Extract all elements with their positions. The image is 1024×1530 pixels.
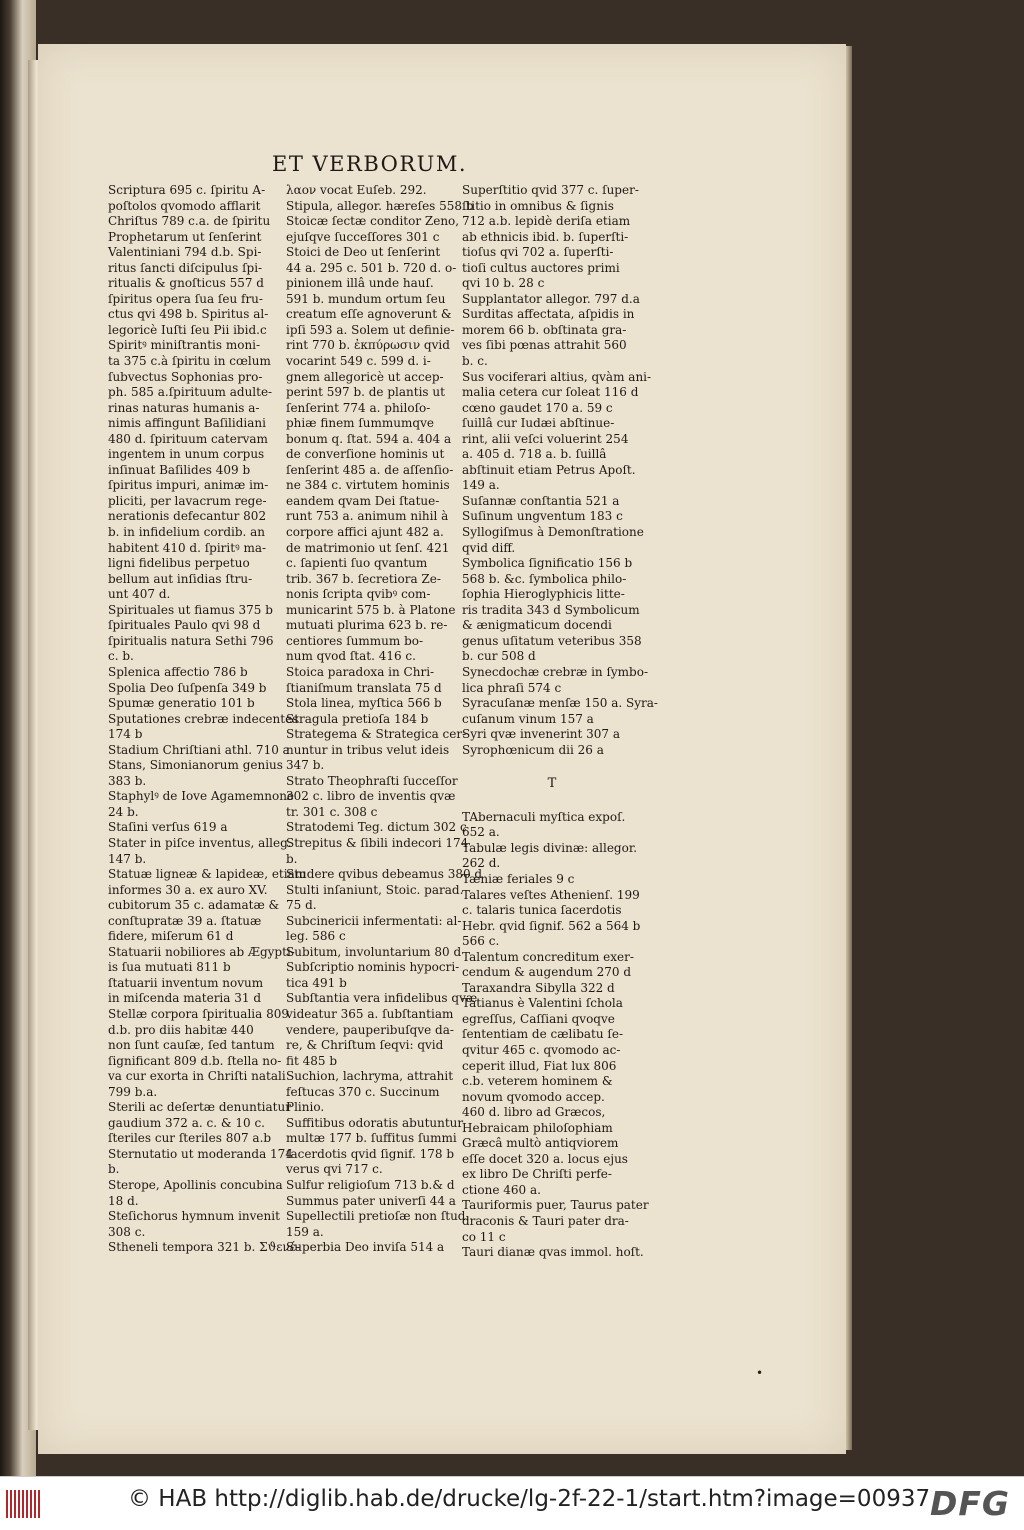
index-entry-line: 591 b. mundum ortum ſeu <box>286 291 446 306</box>
index-entry-line: trib. 367 b. ſecretiora Ze- <box>286 571 441 586</box>
index-entry-line: Strato Theophraſti ſucceſſor <box>286 773 458 788</box>
index-entry-line: eandem qvam Dei ſtatue- <box>286 493 440 508</box>
index-entry-line: phiæ finem ſummumqve <box>286 416 434 431</box>
index-entry-line: 652 a. <box>462 825 500 840</box>
index-entry-line: tioſi cultus auctores primi <box>462 260 620 275</box>
index-entry-line: pliciti, per lavacrum rege- <box>108 493 267 508</box>
index-entry-line: 149 a. <box>462 478 500 493</box>
index-entry-line: nerationis defecantur 802 <box>108 509 267 524</box>
index-entry-line: Syri qvæ invenerint 307 a <box>462 727 621 742</box>
index-entry-line: Valentiniani 794 d.b. Spi- <box>108 245 262 260</box>
index-entry-line: Superſtitio qvid 377 c. ſuper- <box>462 183 639 197</box>
index-entry-line: ſacerdotis qvid ſignif. 178 b <box>286 1146 455 1161</box>
index-entry-line: vendere, pauperibuſqve da- <box>286 1022 454 1037</box>
index-entry-line: Stratodemi Teg. dictum 302 c <box>286 820 467 835</box>
index-entry-line: Syllogiſmus à Demonſtratione <box>462 525 644 540</box>
index-entry-line: Summus pater univerſi 44 a <box>286 1193 456 1208</box>
index-entry-line: d.b. pro diis habitæ 440 <box>108 1022 254 1037</box>
index-entry-line: ſenſerint 774 a. philoſo- <box>286 400 431 415</box>
index-entry-line: egreſſus, Caſſiani qvoqve <box>462 1011 615 1026</box>
index-entry-line: cubitorum 35 c. adamatæ & <box>108 898 280 913</box>
dfg-logo[interactable]: DFG <box>930 1484 1011 1523</box>
index-entry-line: ſpiritus impuri, animæ im- <box>108 478 269 493</box>
index-entry-line: Sterope, Apollinis concubina <box>108 1178 283 1192</box>
index-entry-line: Sterili ac deſertæ denuntiatur <box>108 1100 291 1115</box>
index-entry-line: informes 30 a. ex auro XV. <box>108 882 268 897</box>
index-entry-line: Stans, Simonianorum genius <box>108 758 283 773</box>
index-entry-line: Stoici de Deo ut ſenſerint <box>286 245 441 260</box>
copyright-url[interactable]: © HAB http://diglib.hab.de/drucke/lg-2f-22-1/start.htm?image=00937 <box>128 1486 931 1512</box>
index-column-3 <box>462 183 658 1261</box>
index-entry-line: ritualis & gnoſticus 557 d <box>108 276 264 291</box>
index-entry-line: b. in infidelium cordib. an <box>108 525 266 540</box>
index-entry-line: rint 770 b. ἐκπύρωσιν qvid <box>286 338 450 353</box>
index-entry-line: de converſione hominis ut <box>286 447 445 462</box>
index-entry-line: in miſcenda materia 31 d <box>108 991 262 1006</box>
index-entry-line: Sulfur religioſum 713 b.& d <box>286 1178 455 1192</box>
index-entry-line: c. b. <box>108 649 134 664</box>
index-entry-line: λαον vocat Euſeb. 292. <box>286 183 427 197</box>
index-entry-line: 24 b. <box>108 804 139 819</box>
index-entry-line: inſinuat Baſilides 409 b <box>108 462 251 477</box>
index-column-3-s-entries <box>462 183 658 758</box>
index-entry-line: Tæniæ feriales 9 c <box>462 871 575 886</box>
index-entry-line: & ænigmaticum docendi <box>462 618 612 633</box>
index-entry-line: ſpiritualis natura Sethi 796 <box>108 633 274 648</box>
index-entry-line: Supplantator allegor. 797 d.a <box>462 291 640 306</box>
index-entry-line: draconis & Tauri pater dra- <box>462 1214 629 1228</box>
index-entry-line: Statuæ ligneæ & lapideæ, etiam <box>108 867 307 882</box>
index-entry-line: ſophia Hieroglyphicis litte- <box>462 587 625 602</box>
index-entry-line: Symbolica ſignificatio 156 b <box>462 556 633 571</box>
index-entry-line: Stoica paradoxa in Chri- <box>286 664 435 679</box>
index-entry-line: corpore affici ajunt 482 a. <box>286 525 444 540</box>
index-entry-line: 147 b. <box>108 851 147 866</box>
index-entry-line: b. cur 508 d <box>462 649 536 664</box>
index-entry-line: re, & Chriſtum ſeqvi: qvid <box>286 1038 444 1053</box>
index-entry-line: ta 375 c.à ſpiritu in cœlum <box>108 354 271 369</box>
index-entry-line: Subitum, involuntarium 80 d <box>286 944 462 959</box>
index-entry-line: mutuati plurima 623 b. re- <box>286 618 448 633</box>
index-entry-line: ſpiritus opera ſua ſeu fru- <box>108 291 263 306</box>
index-entry-line: creatum eſſe agnoverunt & <box>286 307 452 322</box>
index-entry-line: va cur exorta in Chriſti natali <box>108 1069 286 1084</box>
index-entry-line: a. 405 d. 718 a. b. ſuillâ <box>462 447 607 462</box>
index-entry-line: non ſunt cauſæ, ſed tantum <box>108 1038 275 1053</box>
index-entry-line: Strepitus & ſibili indecori 174 <box>286 835 469 850</box>
index-entry-line: Talares veſtes Athenienſ. 199 <box>462 887 640 902</box>
index-entry-line: abſtinuit etiam Petrus Apoſt. <box>462 462 636 477</box>
index-entry-line: Stragula pretioſa 184 b <box>286 711 429 726</box>
index-entry-line: c. ſapienti ſuo qvantum <box>286 556 428 571</box>
index-entry-line: rint, alii veſci voluerint 254 <box>462 431 629 446</box>
index-entry-line: Tauriformis puer, Taurus pater <box>462 1198 649 1213</box>
index-entry-line: Suſannæ conſtantia 521 a <box>462 493 620 508</box>
index-entry-line: 347 b. <box>286 758 325 773</box>
index-entry-line: Spumæ generatio 101 b <box>108 696 255 711</box>
index-entry-line: Subcinericii infermentati: al- <box>286 913 462 928</box>
index-entry-line: Strategema & Strategica cer- <box>286 727 467 742</box>
index-entry-line: ſubvectus Sophonias pro- <box>108 369 263 384</box>
index-entry-line: ipſi 593 a. Solem ut definie- <box>286 322 455 337</box>
index-entry-line: ſignificant 809 d.b. ſtella no- <box>108 1053 282 1068</box>
index-entry-line: Tauri dianæ qvas immol. hoſt. <box>462 1245 644 1260</box>
page-right-edge <box>846 46 852 1450</box>
section-letter-t: T <box>547 776 557 792</box>
index-entry-line: Stoicæ ſectæ conditor Zeno, <box>286 214 460 229</box>
index-entry-line: Suſinum ungventum 183 c <box>462 509 623 524</box>
index-entry-line: Scriptura 695 c. ſpiritu A- <box>108 183 266 197</box>
index-entry-line: 460 d. libro ad Græcos, <box>462 1105 606 1120</box>
index-entry-line: 566 c. <box>462 934 500 949</box>
index-entry-line: ctione 460 a. <box>462 1182 541 1197</box>
index-entry-line: ceperit illud, Fiat lux 806 <box>462 1058 617 1073</box>
index-entry-line: 159 a. <box>286 1224 324 1239</box>
index-entry-line: ritus ſancti diſcipulus ſpi- <box>108 260 263 275</box>
index-entry-line: 480 d. ſpirituum catervam <box>108 431 268 446</box>
index-entry-line: 383 b. <box>108 773 147 788</box>
index-entry-line: tioſus qvi 702 a. ſuperſti- <box>462 245 614 260</box>
index-entry-line: poſtolos qvomodo afflarit <box>108 198 261 213</box>
index-entry-line: conſtupratæ 39 a. ſtatuæ <box>108 913 262 928</box>
page-mark-icon: • <box>756 1366 764 1380</box>
index-entry-line: Stater in piſce inventus, alleg. <box>108 835 292 850</box>
index-entry-line: nuntur in tribus velut ideis <box>286 742 450 757</box>
index-entry-line: Steſichorus hymnum invenit <box>108 1209 280 1224</box>
index-entry-line: b. <box>286 851 298 866</box>
index-entry-line: ejuſqve ſucceſſores 301 c <box>286 229 440 244</box>
index-entry-line: ne 384 c. virtutem hominis <box>286 478 450 493</box>
index-entry-line: ſtitio in omnibus & ſignis <box>462 198 614 213</box>
index-entry-line: Sputationes crebræ indecentes <box>108 711 299 726</box>
index-entry-line: 712 a.b. lepidè deriſa etiam <box>462 214 631 229</box>
index-entry-line: gaudium 372 a. c. & 10 c. <box>108 1115 265 1130</box>
index-entry-line: legoricè Iuſti ſeu Pii ibid.c <box>108 322 267 337</box>
index-entry-line: ctus qvi 498 b. Spiritus al- <box>108 307 269 322</box>
index-entry-line: gnem allegoricè ut accep- <box>286 369 444 384</box>
index-entry-line: tr. 301 c. 308 c <box>286 804 378 819</box>
index-entry-line: 302 c. libro de inventis qvæ <box>286 789 456 804</box>
index-entry-line: Taraxandra Sibylla 322 d <box>462 980 615 995</box>
index-column-3-t-entries <box>462 809 649 1261</box>
index-entry-line: ph. 585 a.ſpirituum adulte- <box>108 385 273 400</box>
index-entry-line: 18 d. <box>108 1193 139 1208</box>
index-entry-line: Suffitibus odoratis abutuntur <box>286 1115 464 1130</box>
index-entry-line: Superbia Deo inviſa 514 a <box>286 1240 445 1255</box>
index-entry-line: Græcâ multò antiqviorem <box>462 1136 619 1151</box>
index-entry-line: pinionem illâ unde hauſ. <box>286 276 434 291</box>
index-entry-line: Spiritꝰ miniſtrantis moni- <box>108 338 261 353</box>
index-entry-line: qvid diff. <box>462 540 516 555</box>
index-entry-line: bellum aut inſidias ſtru- <box>108 571 253 586</box>
index-entry-line: videatur 365 a. ſubſtantiam <box>286 1006 454 1021</box>
index-entry-line: ſpirituales Paulo qvi 98 d <box>108 618 261 633</box>
index-entry-line: Staphylꝰ de Iove Agamemnone <box>108 789 295 804</box>
index-entry-line: Chriſtus 789 c.a. de ſpiritu <box>108 214 271 229</box>
index-entry-line: TAbernaculi myſtica expoſ. <box>462 809 626 824</box>
index-entry-line: leg. 586 c <box>286 929 346 944</box>
running-header: ET VERBORUM. <box>272 152 468 176</box>
index-entry-line: feſtucas 370 c. Succinum <box>286 1084 440 1099</box>
index-entry-line: Syrophœnicum dii 26 a <box>462 742 604 757</box>
index-entry-line: Subſcriptio nominis hypocri- <box>286 960 460 975</box>
index-entry-line: ab ethnicis ibid. b. ſuperſti- <box>462 229 629 244</box>
index-entry-line: 75 d. <box>286 898 317 913</box>
index-entry-line: Staſini verſus 619 a <box>108 820 228 835</box>
index-entry-line: morem 66 b. obſtinata gra- <box>462 322 627 337</box>
index-entry-line: habitent 410 d. ſpiritꝰ ma- <box>108 540 267 555</box>
index-entry-line: Synecdochæ crebræ in ſymbo- <box>462 664 649 679</box>
index-entry-line: lica phraſi 574 c <box>462 680 562 695</box>
index-entry-line: Hebraicam philoſophiam <box>462 1120 613 1135</box>
index-entry-line: fit 485 b <box>286 1053 338 1068</box>
index-entry-line: ex libro De Chriſti perfe- <box>462 1167 612 1182</box>
index-entry-line: Stulti inſaniunt, Stoic. parad. <box>286 882 464 897</box>
index-entry-line: Stipula, allegor. hæreſes 558 b <box>286 198 474 213</box>
index-entry-line: nonis ſcripta qvibꝰ com- <box>286 587 431 602</box>
index-entry-line: ſtianiſmum translata 75 d <box>286 680 442 695</box>
index-entry-line: is ſua mutuati 811 b <box>108 960 231 975</box>
index-entry-line: runt 753 a. animum nihil à <box>286 509 449 524</box>
index-entry-line: Surditas affectata, aſpidis in <box>462 307 635 322</box>
index-entry-line: ſuillâ cur Iudæi abſtinue- <box>462 416 615 431</box>
index-entry-line: 262 d. <box>462 856 501 871</box>
index-entry-line: 799 b.a. <box>108 1084 158 1099</box>
index-entry-line: novum qvomodo accep. <box>462 1089 605 1104</box>
index-entry-line: ſenſerint 485 a. de aſſenſio- <box>286 462 454 477</box>
index-entry-line: Hebr. qvid ſignif. 562 a 564 b <box>462 918 641 933</box>
index-entry-line: de matrimonio ut ſenſ. 421 <box>286 540 450 555</box>
index-entry-line: Spirituales ut fiamus 375 b <box>108 602 273 617</box>
index-entry-line: unt 407 d. <box>108 587 171 602</box>
index-entry-line: vocarint 549 c. 599 d. i- <box>286 354 431 369</box>
index-entry-line: ris tradita 343 d Symbolicum <box>462 602 640 617</box>
index-entry-line: perint 597 b. de plantis ut <box>286 385 445 400</box>
index-entry-line: tica 491 b <box>286 975 347 990</box>
index-entry-line: qvitur 465 c. qvomodo ac- <box>462 1042 621 1057</box>
index-entry-line: centiores ſummum bo- <box>286 633 424 648</box>
index-entry-line: 568 b. &c. ſymbolica philo- <box>462 571 627 586</box>
index-entry-line: Studere qvibus debeamus 380 d <box>286 867 483 882</box>
index-entry-line: rinas naturas humanis a- <box>108 400 260 415</box>
index-entry-line: municarint 575 b. à Platone <box>286 602 456 617</box>
index-entry-line: eſſe docet 320 a. locus ejus <box>462 1151 628 1166</box>
index-entry-line: Plinio. <box>286 1100 325 1115</box>
index-entry-line: Supellectili pretioſæ non ſtud. <box>286 1209 470 1224</box>
index-entry-line: cœno gaudet 170 a. 59 c <box>462 400 613 415</box>
index-entry-line: ves ſibi pœnas attrahit 560 <box>462 338 627 353</box>
index-entry-line: Stheneli tempora 321 b. Σϑενέ- <box>108 1240 300 1255</box>
index-entry-line: b. <box>108 1162 120 1177</box>
index-entry-line: cendum & augendum 270 d <box>462 965 632 980</box>
index-entry-line: Tatianus è Valentini ſchola <box>462 996 623 1011</box>
index-entry-line: c.b. veterem hominem & <box>462 1074 613 1089</box>
index-entry-line: 174 b <box>108 727 143 742</box>
index-entry-line: Prophetarum ut ſenſerint <box>108 229 262 244</box>
index-entry-line: ingentem in unum corpus <box>108 447 265 462</box>
index-entry-line: bonum q. ſtat. 594 a. 404 a <box>286 431 452 446</box>
index-entry-line: ſtatuarii inventum novum <box>108 975 264 990</box>
index-entry-line: ſteriles cur ſteriles 807 a.b <box>108 1131 272 1146</box>
index-entry-line: num qvod ſtat. 416 c. <box>286 649 416 664</box>
footer-bar <box>0 1476 1024 1530</box>
index-entry-line: malia cetera cur ſoleat 116 d <box>462 385 639 400</box>
index-entry-line: Tabulæ legis divinæ: allegor. <box>462 840 638 855</box>
index-entry-line: genus uſitatum veteribus 358 <box>462 633 642 648</box>
hab-logo-icon[interactable] <box>6 1490 40 1518</box>
index-entry-line: Sus vociferari altius, qvàm ani- <box>462 369 652 384</box>
index-entry-line: nimis affingunt Baſilidiani <box>108 416 266 431</box>
index-entry-line: Stadium Chriſtiani athl. 710 a <box>108 742 290 757</box>
index-entry-line: multæ 177 b. ſuffitus ſummi <box>286 1131 457 1146</box>
index-entry-line: verus qvi 717 c. <box>286 1162 383 1177</box>
index-entry-line: Statuarii nobiliores ab Ægypti- <box>108 944 295 959</box>
index-entry-line: Sternutatio ut moderanda 174 <box>108 1146 293 1161</box>
index-entry-line: ſententiam de cælibatu ſe- <box>462 1027 624 1042</box>
index-entry-line: Talentum concreditum exer- <box>462 949 634 964</box>
index-entry-line: 308 c. <box>108 1224 146 1239</box>
index-entry-line: co 11 c <box>462 1229 506 1244</box>
index-entry-line: Syracuſanæ menſæ 150 a. Syra- <box>462 696 658 711</box>
index-entry-line: 44 a. 295 c. 501 b. 720 d. o- <box>286 260 457 275</box>
index-entry-line: c. talaris tunica ſacerdotis <box>462 903 622 918</box>
index-entry-line: Spolia Deo ſuſpenſa 349 b <box>108 680 267 695</box>
index-entry-line: Stola linea, myſtica 566 b <box>286 696 442 711</box>
index-entry-line: b. c. <box>462 354 488 369</box>
index-entry-line: Subſtantia vera infidelibus qvæ <box>286 991 478 1006</box>
section-gap <box>462 758 642 772</box>
index-entry-line: qvi 10 b. 28 c <box>462 276 545 291</box>
index-entry-line: ligni fidelibus perpetuo <box>108 556 250 571</box>
index-entry-line: Suchion, lachryma, attrahit <box>286 1069 454 1084</box>
index-entry-line: fidere, miſerum 61 d <box>108 929 234 944</box>
index-entry-line: Splenica affectio 786 b <box>108 664 248 679</box>
index-entry-line: Stellæ corpora ſpiritualia 809 <box>108 1006 289 1021</box>
index-entry-line: cuſanum vinum 157 a <box>462 711 594 726</box>
